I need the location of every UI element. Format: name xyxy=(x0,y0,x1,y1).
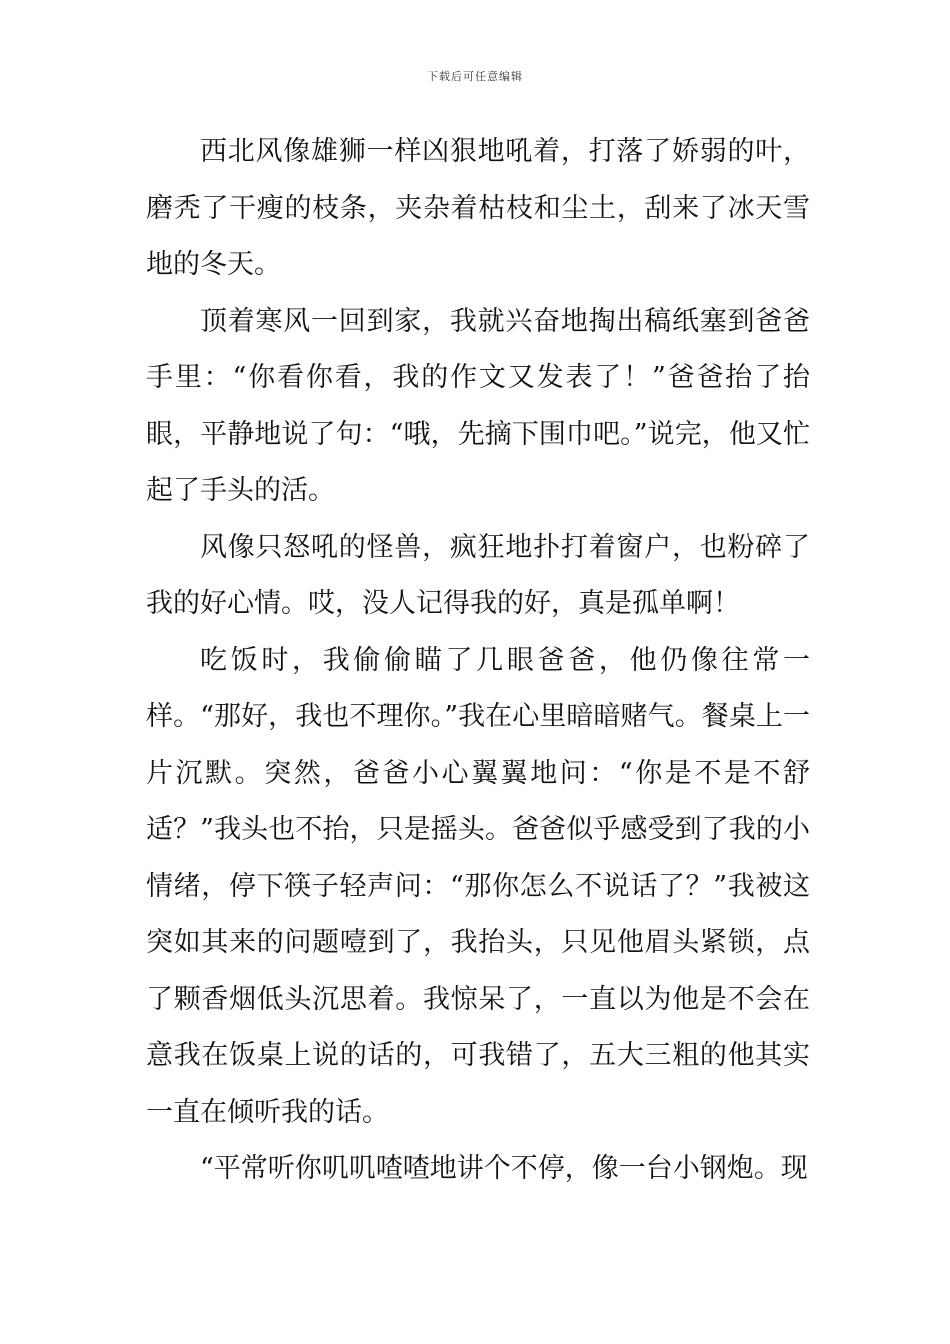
page-header: 下载后可任意编辑 xyxy=(427,70,523,83)
paragraph: 风像只怒吼的怪兽，疯狂地扑打着窗户，也粉碎了我的好心情。哎，没人记得我的好，真是孤单啊！ xyxy=(146,531,810,619)
paragraph: 吃饭时，我偷偷瞄了几眼爸爸，他仍像往常一样。“那好，我也不理你。”我在心里暗暗赌气。餐桌上一片沉默。突然，爸爸小心翼翼地问：“你是不是不舒适？”我头也不抬，只是摇头。爸爸似乎感受到了我的小情绪，停下筷子轻声问：“那你怎么不说话了？”我被这突如其来的问题噎到了，我抬头，只见他眉头紧锁，点了颗香烟低头沉思着。我惊呆了，一直以为他是不会在意我在饭桌上说的话的，可我错了，五大三粗的他其实一直在倾听我的话。 xyxy=(146,644,810,1128)
paragraph: 西北风像雄狮一样凶狠地吼着，打落了娇弱的叶，磨秃了干瘦的枝条，夹杂着枯枝和尘土，刮来了冰天雪地的冬天。 xyxy=(146,136,810,280)
article-body xyxy=(146,124,810,1198)
paragraph: “平常听你叽叽喳喳地讲个不停，像一台小钢炮。现 xyxy=(200,1153,808,1184)
paragraph: 顶着寒风一回到家，我就兴奋地掏出稿纸塞到爸爸手里：“你看你看，我的作文又发表了！”爸爸抬了抬眼，平静地说了句：“哦，先摘下围巾吧。”说完，他又忙起了手头的活。 xyxy=(146,305,810,506)
